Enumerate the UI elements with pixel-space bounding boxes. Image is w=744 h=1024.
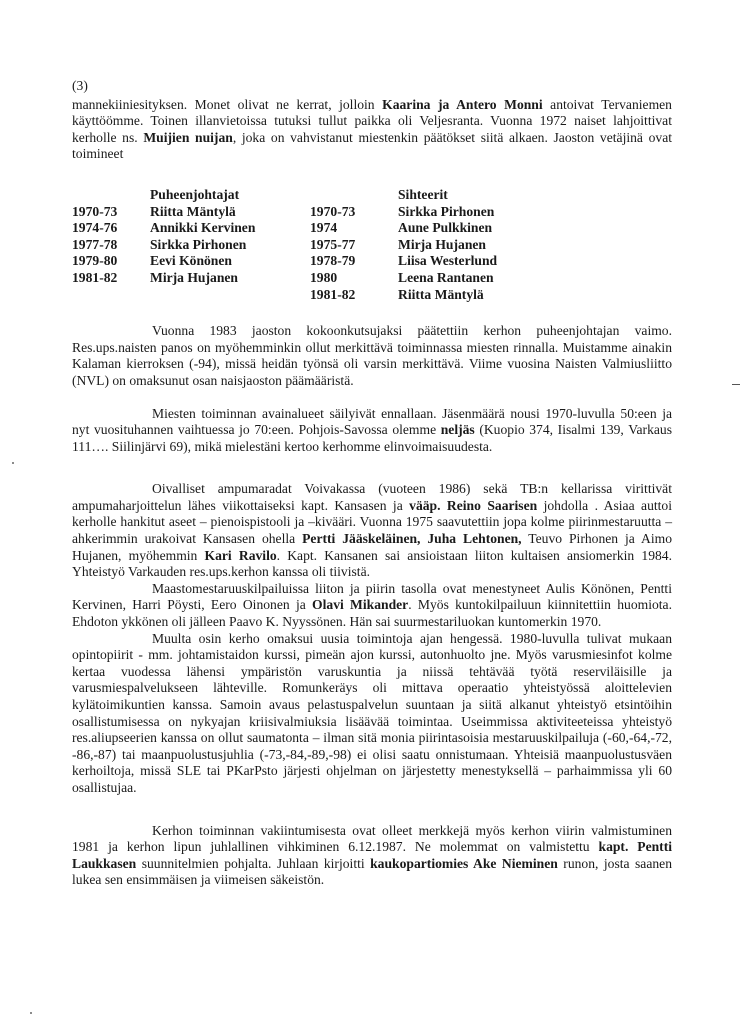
- secretary-years: 1980: [310, 269, 338, 285]
- secretary-years: 1975-77: [310, 236, 356, 252]
- bold-name: Kari Ravilo: [204, 547, 277, 563]
- officer-row: [72, 220, 598, 237]
- secretary-name: Sirkka Pirhonen: [398, 203, 495, 219]
- page-number: (3): [72, 78, 88, 93]
- chair-years: 1977-78: [72, 236, 118, 252]
- officer-row: [72, 204, 598, 221]
- officer-row: [72, 237, 598, 254]
- chair-years: 1974-76: [72, 220, 118, 236]
- chair-years: 1970-73: [72, 203, 118, 219]
- officer-row: [72, 270, 598, 287]
- bold-name: Muijien nuijan: [143, 129, 233, 145]
- paragraph-flag: Kerhon toiminnan vakiintumisesta ovat olleet merkkejä myös kerhon viirin valmistuminen 1981 ja kerhon lipun juhlallinen vihkiminen 6.12.1987. Ne molemmat on valmistettu kapt. Pentti Laukkasen suunnitelmien pohjalta. Juhlaan kirjoitti kaukopartiomies Ake Nieminen runon, josta saanen lukea sen ensimmäisen ja viimeisen säkeistön.: [72, 822, 673, 888]
- paragraph-key-areas: Miesten toiminnan avainalueet säilyivät ennallaan. Jäsenmäärä nousi 1970-luvulla 50:een ja nyt vuosituhannen vaihtuessa jo 70:een. Pohjois-Savossa olemme neljäs (Kuopio 374, Iisalmi 139, Varkaus 111…. Siilinjärvi 69), mikä mielestäni kertoo kerhomme elinvoimaisuudesta.: [72, 405, 672, 454]
- paragraph-1983-convener: Vuonna 1983 jaoston kokoonkutsujaksi päätettiin kerhon puheenjohtajan vaimo. Res.ups.naisten panos on myöhemminkin ollut merkittävä toiminnassa miesten rinnalla. Muistamme ainakin Kalaman kierroksen (-94), missä heidän työnsä oli varsin merkittävä. Viime vuosina Naisten Valmiusliitto (NVL) on omaksunut osan naisjaoston päämääristä.: [72, 323, 672, 388]
- officer-row: [72, 287, 598, 304]
- paragraph-shooting: Oivalliset ampumaradat Voivakassa (vuoteen 1986) sekä TB:n kellarissa virittivät ampumaharjoittelun lähes viikottaiseksi kapt. Kansasen ja vääp. Reino Saarisen johdolla . Asiaa auttoi kerholle hankitut aseet – pienoispistooli ja –kivääri. Vuonna 1975 saavutettiin jopa kolme piirinmestaruutta – ahkerimmin urakoivat Kansasen ohella Pertti Jääskeläinen, Juha Lehtonen, Teuvo Pirhonen ja Aimo Hujanen, myöhemmin Kari Ravilo. Kapt. Kansanen sai ansioistaan liiton kultaisen ansiomerkin 1984. Yhteistyö Varkauden res.ups.kerhon kanssa oli tiivistä.: [72, 481, 672, 580]
- bold-name: Pertti Jääskeläinen, Juha Lehtonen,: [302, 531, 522, 547]
- chairs-header: Puheenjohtajat: [150, 186, 240, 202]
- bold-name: neljäs: [440, 422, 475, 438]
- paragraph-new-activities: Muulta osin kerho omaksui uusia toimintoja ajan hengessä. 1980-luvulla tulivat mukaan opintopiirit - mm. johtamistaidon kurssi, pimeän ajon kurssi, autonhuolto jne. Myös varusmiesinfot kolme kertaa vuodessa lähensi ympäristön varuskuntia ja niissä tehtävää työtä reserviläisille ja varusmiespalvelukseen lähteville. Romunkeräys oli mittava operaatio yhteistyössä aloittelevien kylätoimikuntien kanssa. Samoin avaus pelastuspalvelun suuntaan ja siitä alkanut yhteistyö etsintöihin osallistumisessa on nykyajan kriisivalmiuksia lisäävää toimintaa. Useimmissa aktiviteeteissa yhteistyö res.aliupseerien kanssa on ollut saumatonta – ilman sitä monia piirintasoisia mestaruuskilpailuja (-60,-64,-72, -86,-87) tai maanpuolustusjuhlia (-73,-84,-89,-98) ei olisi saatu onnistumaan. Yhteisiä maanpuolustusväen kerhoiltoja, missä SLE tai PKarPsto järjesti ohjelman on järjestetty menestyksellä – parhaimmissa yli 60 osallistujaa.: [72, 630, 672, 795]
- secretary-name: Mirja Hujanen: [398, 236, 486, 252]
- bold-name: kapt. Pentti Laukkasen: [72, 839, 672, 871]
- scan-speck: [30, 1012, 32, 1014]
- bold-name: Olavi Mikander: [312, 597, 409, 613]
- secretary-years: 1970-73: [310, 203, 356, 219]
- secretary-name: Riitta Mäntylä: [398, 286, 484, 302]
- scan-speck: [12, 462, 14, 464]
- secretary-name: Leena Rantanen: [398, 269, 494, 285]
- chair-name: Sirkka Pirhonen: [150, 236, 247, 252]
- officer-row: [72, 253, 598, 270]
- chair-name: Annikki Kervinen: [150, 220, 256, 236]
- document-page: [72, 78, 672, 889]
- chair-name: Mirja Hujanen: [150, 269, 238, 285]
- secretaries-header: Sihteerit: [398, 186, 448, 202]
- scan-edge-mark: [732, 384, 740, 385]
- paragraph-orienteering: Maastomestaruuskilpailuissa liiton ja piirin tasolla ovat menestyneet Aulis Könönen, Pentti Kervinen, Harri Pöysti, Eero Oinonen ja Olavi Mikander. Myös kuntokilpailuun kiinnitettiin huomiota. Ehdoton ykkönen oli jälleen Paavo K. Nyyssönen. Hän sai suurmestariluokan kuntomerkin 1970.: [72, 580, 672, 630]
- chair-years: 1979-80: [72, 253, 118, 269]
- officers-table: [72, 187, 672, 303]
- bold-name: kaukopartiomies Ake Nieminen: [370, 855, 558, 871]
- bold-name: Kaarina ja Antero Monni: [382, 96, 543, 112]
- paragraph-women-section: mannekiiniesityksen. Monet olivat ne kerrat, jolloin Kaarina ja Antero Monni antoivat Tervaniemen käyttöömme. Toinen illanvietoissa tutuksi tullut paikka oli Veljesranta. Vuonna 1972 naiset lahjoittivat kerholle ns. Muijien nuijan, joka on vahvistanut miestenkin päätökset siitä alkaen. Jaoston vetäjinä ovat toimineet: [72, 96, 673, 162]
- secretary-years: 1981-82: [310, 286, 356, 302]
- chair-name: Riitta Mäntylä: [150, 203, 236, 219]
- bold-name: vääp. Reino Saarisen: [409, 497, 538, 513]
- secretary-years: 1978-79: [310, 253, 356, 269]
- chair-name: Eevi Könönen: [150, 253, 232, 269]
- secretary-name: Aune Pulkkinen: [398, 220, 493, 236]
- chair-years: 1981-82: [72, 269, 118, 285]
- secretary-name: Liisa Westerlund: [398, 253, 498, 269]
- secretary-years: 1974: [310, 220, 338, 236]
